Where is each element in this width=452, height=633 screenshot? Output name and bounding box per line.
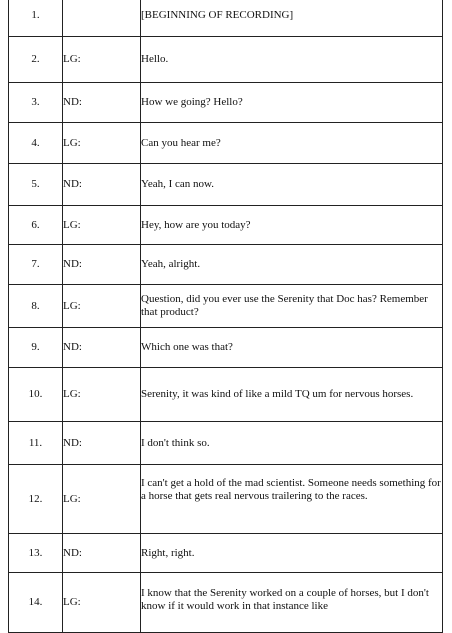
- speaker: LG:: [63, 37, 141, 83]
- transcript-row: [9, 328, 443, 368]
- transcript-row: [9, 465, 443, 534]
- speaker: ND:: [63, 328, 141, 368]
- utterance: Which one was that?: [141, 328, 443, 368]
- utterance: Yeah, alright.: [141, 245, 443, 285]
- speaker: ND:: [63, 83, 141, 123]
- speaker: ND:: [63, 534, 141, 573]
- transcript-row: [9, 422, 443, 465]
- line-number: 8.: [9, 285, 63, 328]
- line-number: 11.: [9, 422, 63, 465]
- line-number: 1.: [9, 0, 63, 37]
- utterance: [BEGINNING OF RECORDING]: [141, 0, 443, 37]
- line-number: 3.: [9, 83, 63, 123]
- utterance: Hey, how are you today?: [141, 206, 443, 245]
- utterance: I don't think so.: [141, 422, 443, 465]
- utterance: Hello.: [141, 37, 443, 83]
- speaker: ND:: [63, 422, 141, 465]
- transcript-row: [9, 0, 443, 37]
- utterance: Serenity, it was kind of like a mild TQ um for nervous horses.: [141, 368, 443, 422]
- utterance: How we going? Hello?: [141, 83, 443, 123]
- transcript-row: [9, 83, 443, 123]
- transcript-row: [9, 368, 443, 422]
- speaker: ND:: [63, 245, 141, 285]
- speaker: LG:: [63, 285, 141, 328]
- transcript-row: [9, 206, 443, 245]
- speaker: LG:: [63, 123, 141, 164]
- line-number: 7.: [9, 245, 63, 285]
- speaker: [63, 0, 141, 37]
- utterance: Right, right.: [141, 534, 443, 573]
- transcript-row: [9, 37, 443, 83]
- line-number: 5.: [9, 164, 63, 206]
- speaker: LG:: [63, 206, 141, 245]
- line-number: 12.: [9, 465, 63, 534]
- utterance: I can't get a hold of the mad scientist. Someone needs something for a horse that gets real nervous trailering to the races.: [141, 465, 443, 534]
- line-number: 10.: [9, 368, 63, 422]
- utterance: Can you hear me?: [141, 123, 443, 164]
- transcript-row: [9, 573, 443, 633]
- line-number: 9.: [9, 328, 63, 368]
- transcript-row: [9, 285, 443, 328]
- transcript-row: [9, 245, 443, 285]
- line-number: 6.: [9, 206, 63, 245]
- speaker: ND:: [63, 164, 141, 206]
- transcript-table: [8, 0, 443, 633]
- utterance: Yeah, I can now.: [141, 164, 443, 206]
- line-number: 14.: [9, 573, 63, 633]
- speaker: LG:: [63, 368, 141, 422]
- utterance: Question, did you ever use the Serenity that Doc has? Remember that product?: [141, 285, 443, 328]
- utterance: I know that the Serenity worked on a couple of horses, but I don't know if it would work in that instance like: [141, 573, 443, 633]
- transcript-row: [9, 123, 443, 164]
- speaker: LG:: [63, 465, 141, 534]
- transcript-row: [9, 164, 443, 206]
- line-number: 2.: [9, 37, 63, 83]
- line-number: 4.: [9, 123, 63, 164]
- speaker: LG:: [63, 573, 141, 633]
- transcript-row: [9, 534, 443, 573]
- line-number: 13.: [9, 534, 63, 573]
